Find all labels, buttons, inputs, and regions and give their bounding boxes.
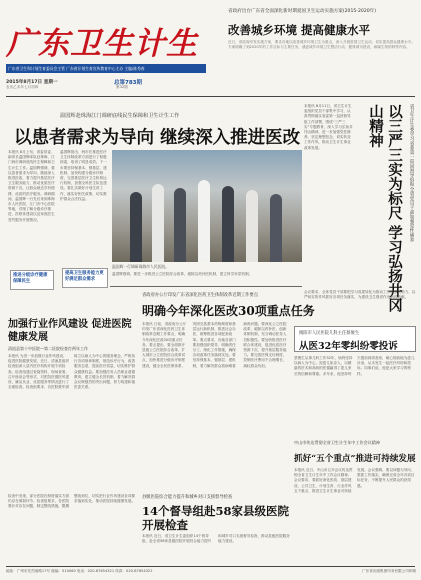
rule-top [6, 96, 415, 97]
rule-mid [110, 286, 302, 287]
footer-address: 地址：广州市先烈南路17号 邮编：510060 电话：020-87654321 传真：020-87654322 [6, 569, 153, 573]
middle-text: 本报讯 日前，省政府办公厅印发广东省深化医药卫生体制改革近期工作要点，明确今年深化医改30项重点任务。要点提出，要全面推开县级公立医院综合改革，扩大城市公立医院综合改革试点，加快推进分级诊疗制度建设，健全全民医保体系，巩固完善基本药物制度和基层运行新机制，推进社会办医，统筹推进各项配套改革。要点要求，各地各部门要加强组织领导，明确责任分工，细化工作措施，确保各项改革任务落到实处。要坚持保基本、强基层、建机制，着力解决群众看病难看病贵问题。要深化公立医院改革，破除以药补医，创新体制机制，充分调动医务人员积极性。要加快推进医疗联合体建设，促进优质医疗资源下沉，提升基层服务能力。要完善医保支付制度，控制医疗费用不合理增长，减轻群众负担。 [142, 322, 287, 368]
right-box-kicker: 揭阳市人民医院儿科主任蔡俊生 [299, 331, 360, 336]
masthead-info-line: 广东省卫生和计划生育委员会主管 广东省计划生育宣传教育中心主办 主编/陈秀春 [8, 66, 145, 71]
right-box-headline: 从医32年零纠纷零投诉 [299, 341, 398, 352]
issue-page: 第32期 [116, 85, 128, 89]
side-note-2-text: 推进分级诊疗健康保障民生 [13, 273, 48, 284]
photo-figure [152, 184, 164, 262]
lunar-date: 农历乙未年七月初四 [6, 85, 39, 89]
top-caption: 省政府出台广东省全面深化新时期爱国卫生运动实施方案(2015-2020年) [228, 9, 377, 14]
bottom-far-left-text: 检查中发现，部分医院在制度落实方面仍存在薄弱环节。检查组要求，各医院要针对存在问题，制定整改措施，限期整改到位，切实把行业作风建设各项要求落到实处，推动医院持续健康发展。 [8, 494, 136, 509]
bottom-right-headline: 抓好“五个重点”推进可持续发展 [294, 454, 416, 464]
masthead [6, 6, 415, 76]
lead-photo [112, 150, 302, 262]
bottom-right-kicker: 中山市传达贯彻全省卫生计生年中工作会议精神 [294, 440, 380, 445]
lead-kicker: 温国辉赴珠海江门调研底线民生保障和卫生计生工作 [60, 113, 180, 119]
lead-text-left: 本报讯 8月上旬，省委常委、副省长温国辉率队赴珠海、江门两市调研底线民生保障和卫生计生工作。温国辉强调，要以患者需求为导向，继续深入推进医改，着力提升基层医疗卫生服务能力，推动优质医疗资源下沉，让群众就近享有便捷、优质的医疗服务。调研期间，温国辉一行先后来到珠海市人民医院、江门市中心医院等地，详细了解分级诊疗推进、医联体建设以及家庭医生签约服务开展情况。 [8, 150, 55, 222]
bottom-left-headline: 14个督导组赴58家县级医院开展检查 [142, 504, 290, 532]
vertical-headline: 以三严三实为标尺 学习弘扬井冈山精神 [367, 104, 403, 313]
bottom-left-text: 本报讯 近日，省卫生计生委组织14个督导组，赴全省58家县级医院开展综合能力提升和城乡对口支援督导检查，推动县级医院服务能力建设。 [142, 534, 290, 544]
right-box-text: 蔡俊生从事儿科工作32年，始终坚持以病人为中心，视患儿如亲人，以精湛的医术和高尚的医德赢得了患儿家长的信赖和尊重。多年来，他坚持每天提前到岗查房，耐心细致地为患儿诊治，从未发生一起医疗纠纷和投诉。同事们说，他是大家学习的榜样。 [294, 356, 415, 376]
top-story-text: 近日，省政府印发实施方案，要求各地以改善城乡环境卫生为重点，深入开展爱国卫生运动，切实提高群众健康水平。方案明确了到2020年的工作目标与主要任务，涵盖城乡环境卫生整洁行动、健康城市建设、病媒生物防制等内容。 [228, 40, 415, 50]
vertical-story-text: 本报讯 8月11日，省卫生计生委组织党员干部集中学习，认真贯彻落实省委第一巡回督导组工作部署，围绕“三严三实”专题教育，深入学习弘扬井冈山精神，进一步加强党性修养，坚定理想信念，切实转变工作作风，推动卫生计生事业改革发展。 [304, 104, 353, 150]
lead-text-under-photo: 温国辉强调，要进一步推进公立医院综合改革，破除以药补医机制，建立科学补偿机制。 [112, 272, 253, 276]
side-note-1 [62, 268, 108, 288]
lead-headline: 以患者需求为导向 继续深入推进医改 [14, 128, 301, 148]
left-story-kicker: 清流县第十中医院—第二医院检查打两年工作 [8, 346, 88, 351]
masthead-title: 广东卫生计生 [6, 26, 198, 62]
vertical-kicker: 省卫生计生委学习省委第一巡回督导组和全省党员干部加强党性修养 [409, 104, 414, 242]
photo-figure [246, 190, 258, 262]
photo-figure [198, 180, 210, 262]
photo-figure [270, 194, 282, 262]
photo-figure [222, 186, 234, 262]
left-story-headline: 加强行业作风建设 促进医院健康发展 [8, 319, 132, 343]
side-note-1-text: 提高卫生服务能力更好满足群众需求 [65, 271, 104, 282]
date-bar [6, 78, 206, 88]
rule-bottom [6, 566, 415, 567]
issue-number: 总第783期 [114, 80, 142, 86]
photo-figure [130, 192, 142, 262]
lead-photo-caption: 温国辉一行调研珠海市人民医院。 [112, 264, 169, 269]
photo-figure [174, 188, 186, 262]
date-line: 2015年8月17日 星期一 [6, 80, 58, 85]
middle-kicker: 省政府办公厅印发广东省深化医药卫生体制改革近期工作要点 [142, 293, 259, 298]
left-story-text: 本报讯 为进一步加强行业作风建设，促进医院健康发展，近日，清流县组织检查组深入县内医疗机构开展专项检查。检查组通过查阅资料、现场查看、召开座谈会等形式，对医院医德医风建设、廉洁从业、优质服务等情况进行了全面检查。检查组要求，各医院要牢固树立以病人为中心的服务理念，严格执行各项规章制度，规范诊疗行为，改善服务态度，提高医疗质量，切实维护群众健康权益。要加强医务人员职业道德教育，建立健全长效机制，着力解决群众反映强烈的突出问题，努力构建和谐医患关系。 [8, 354, 136, 390]
right-box [294, 326, 416, 352]
top-headline: 改善城乡环境 提高健康水平 [228, 23, 371, 37]
vertical-story-text-2: 会议要求，全体党员干部要把学习成果转化为推动工作的强大动力，以严和实的作风抓好各项任务落实，为建设卫生强省作出新的贡献。 [304, 290, 416, 300]
middle-headline: 明确今年深化医改30项重点任务 [142, 304, 315, 318]
bottom-left-kicker: 县级医院综合能力提升和城乡对口支援督导检查 [142, 495, 233, 500]
side-note-2 [10, 270, 54, 290]
footer-printer: 广东省出版集团印务有限公司印刷 [362, 569, 416, 573]
bottom-right-text: 本报讯 近日，中山市召开会议传达贯彻全省卫生计生年中工作会议精神。会议要求，要抓好深化医改、基层建设、公共卫生、计划生育、行业作风五个重点，推进卫生计生事业可持续发展。会议强调，要以问题为导向，狠抓工作落实，确保完成全年各项目标任务，不断提升人民群众的获得感。 [294, 468, 415, 493]
lead-text-mid: 温国辉指出，两市在推进医疗卫生体制改革方面进行了积极探索，取得了明显成效。下一步要坚持保基本、强基层、建机制，加快构建分级诊疗制度，完善基层医疗卫生机构运行机制，加强全科医生队伍建设。要扎实做好计划生育工作，落实好相关政策，切实维护群众合法权益。 [60, 150, 107, 201]
masthead-info-strip [6, 64, 206, 73]
